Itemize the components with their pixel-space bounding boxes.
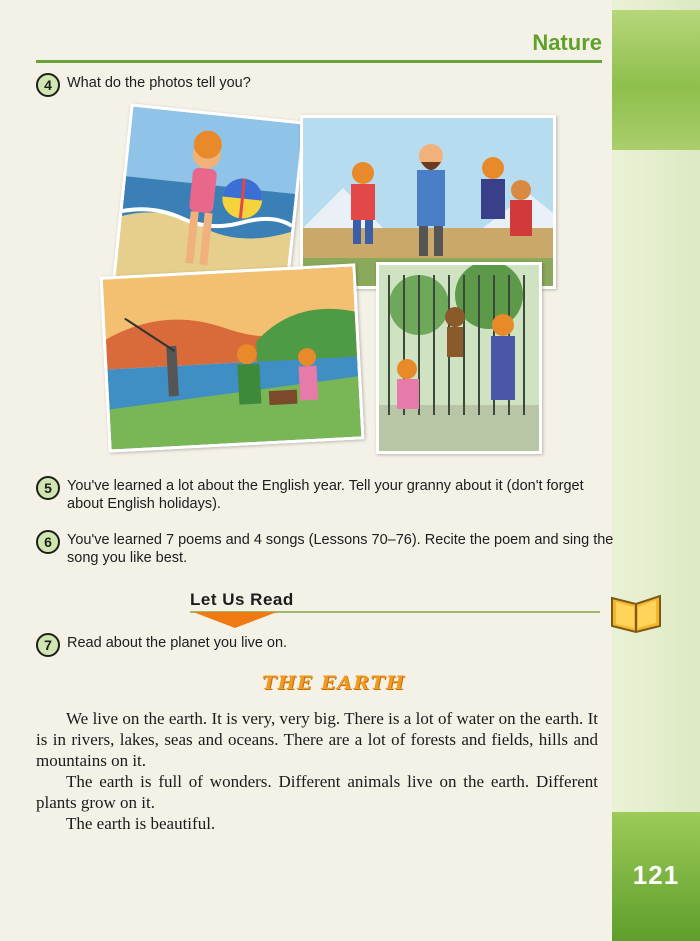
reading-section-label: Let Us Read [190,590,294,609]
story-paragraph: We live on the earth. It is very, very big. There is a lot of water on the earth. It is in rivers, lakes, seas and oceans. There are a lot of forests and fields, hills and mountains on it. [36,709,598,770]
book-icon [608,588,664,634]
task-number-badge: 4 [36,73,60,97]
section-tab [612,10,700,150]
header-divider [36,60,602,63]
page-number: 121 [632,860,680,890]
task-number-badge: 5 [36,476,60,500]
story-text [36,708,598,834]
story-paragraph: The earth is beautiful. [66,814,216,833]
task-text: Read about the planet you live on. [67,635,288,651]
task-number-badge: 7 [36,633,60,657]
section-title: Nature [532,30,602,55]
task-text: You've learned a lot about the English year. Tell your granny about it (don't forget about English holidays). [67,478,584,512]
task-number-badge: 6 [36,530,60,554]
story-paragraph: The earth is full of wonders. Different animals live on the earth. Different plants grow on it. [36,772,598,812]
story-title: THE EARTH [262,672,406,694]
task-text: What do the photos tell you? [67,75,251,91]
reading-section-accent [193,612,277,628]
zoo-photo [376,262,542,454]
fishing-photo [100,263,365,452]
task-text: You've learned 7 poems and 4 songs (Lessons 70–76). Recite the poem and sing the song you like best. [67,532,614,566]
